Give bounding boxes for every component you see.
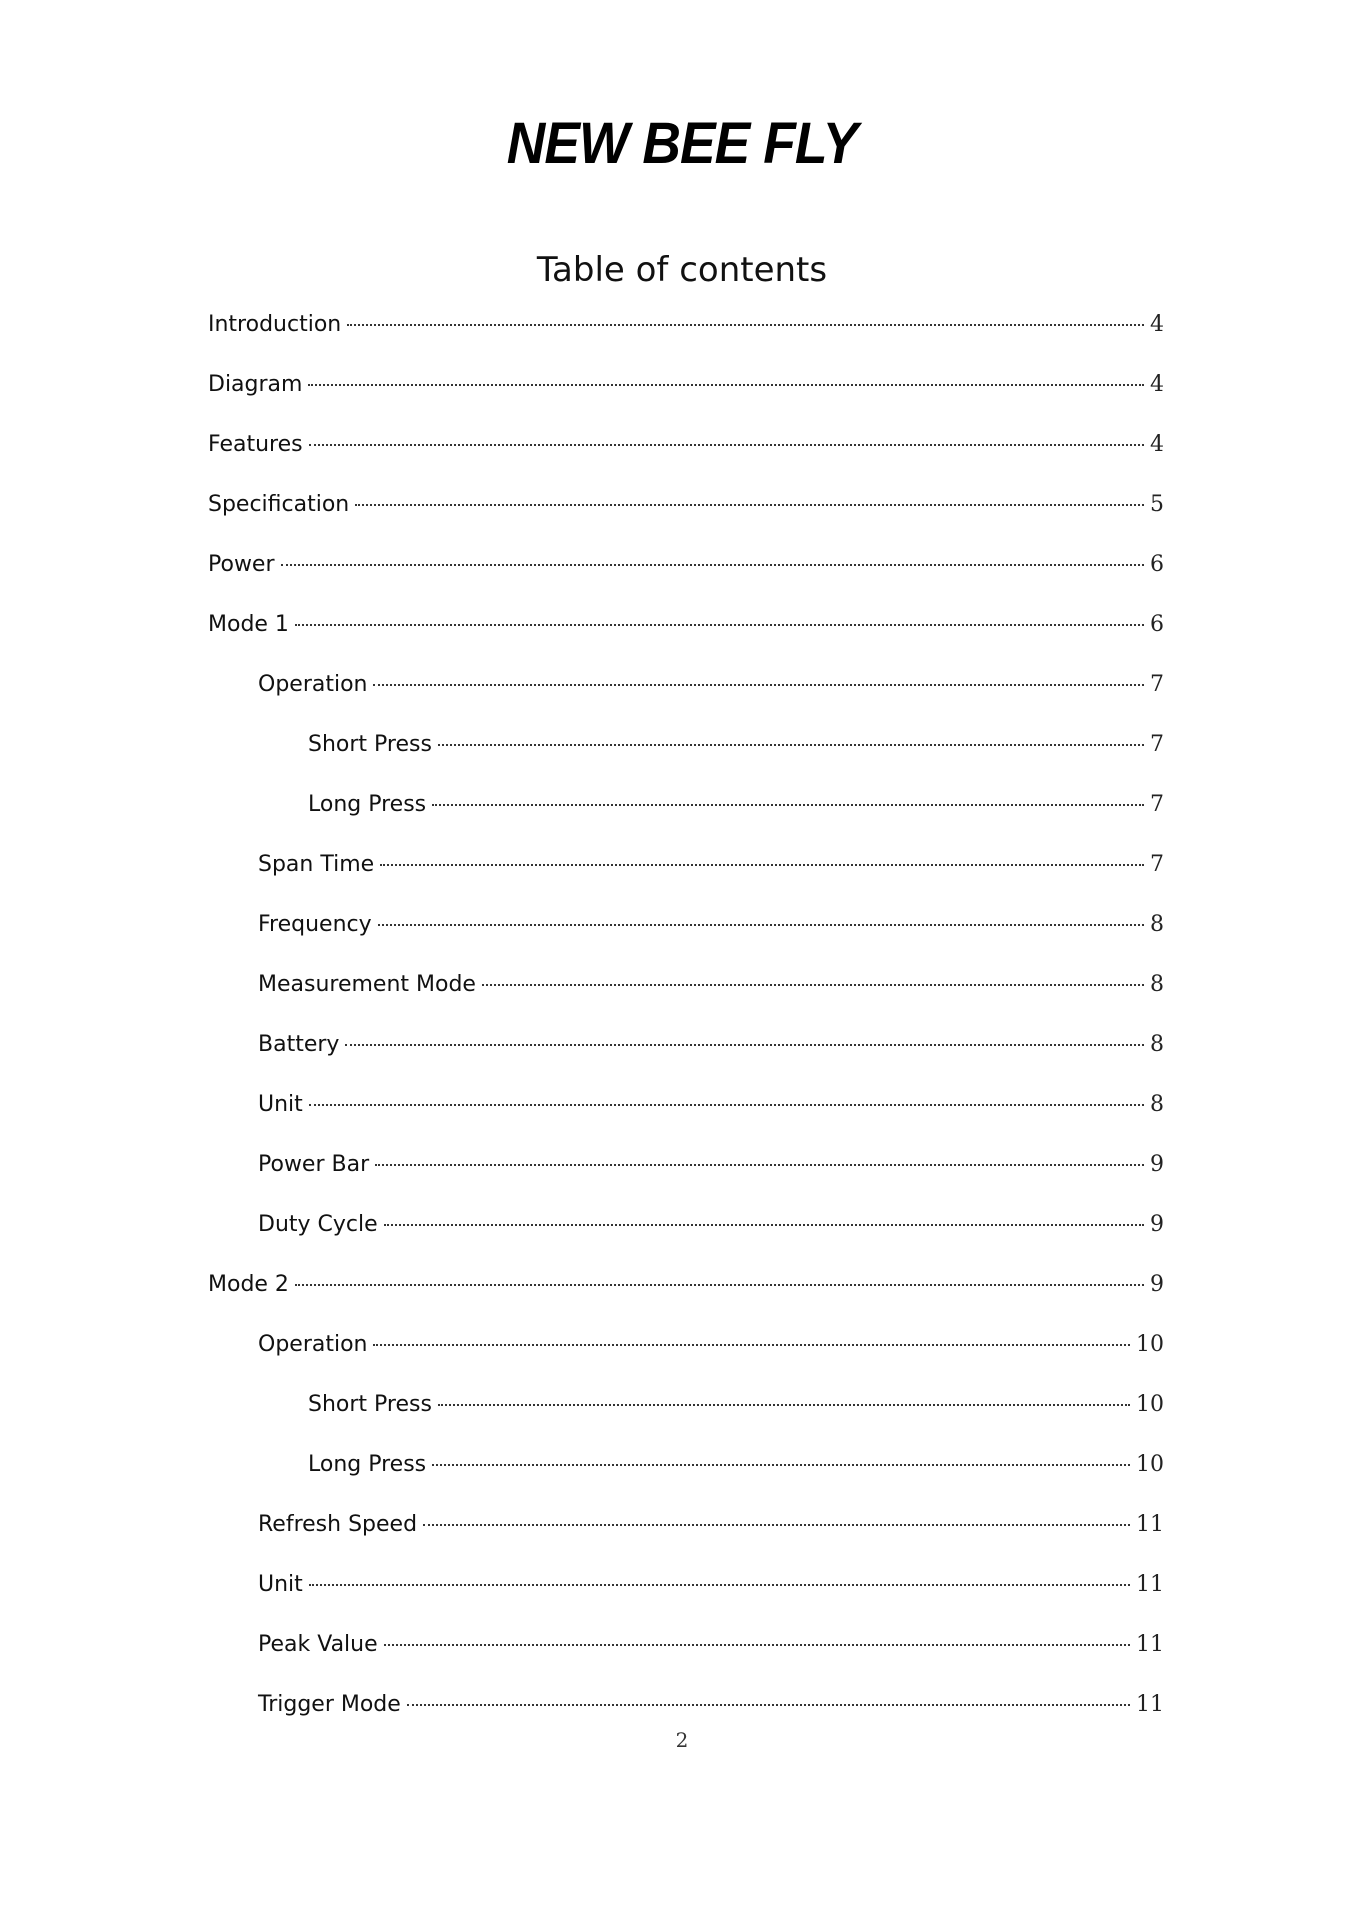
- brand-logo: NEW BEE FLY: [506, 111, 858, 176]
- toc-entry-page: 8: [1150, 1032, 1164, 1057]
- toc-entry-page: 6: [1150, 612, 1164, 637]
- toc-entry-operation[interactable]: [258, 672, 1164, 702]
- toc-entry-page: 8: [1150, 912, 1164, 937]
- toc-entry-label: Operation: [258, 672, 368, 697]
- toc-entry-label: Unit: [258, 1572, 303, 1597]
- dot-leader: [345, 1044, 1144, 1046]
- dot-leader: [438, 1404, 1130, 1406]
- toc-entry-page: 6: [1150, 552, 1164, 577]
- toc-entry-page: 11: [1136, 1572, 1164, 1597]
- toc-entry-page: 10: [1136, 1452, 1164, 1477]
- dot-leader: [438, 744, 1144, 746]
- toc-entry-battery[interactable]: [258, 1032, 1164, 1062]
- toc-entry-label: Features: [208, 432, 303, 457]
- toc-entry-label: Battery: [258, 1032, 340, 1057]
- toc-entry-page: 9: [1150, 1152, 1164, 1177]
- dot-leader: [373, 684, 1144, 686]
- toc-entry-page: 8: [1150, 1092, 1164, 1117]
- toc-entry-frequency[interactable]: [258, 912, 1164, 942]
- dot-leader: [308, 384, 1144, 386]
- toc-entry-duty-cycle[interactable]: [258, 1212, 1164, 1242]
- toc-entry-page: 7: [1150, 672, 1164, 697]
- dot-leader: [482, 984, 1144, 986]
- toc-entry-page: 9: [1150, 1212, 1164, 1237]
- toc-entry-label: Long Press: [308, 792, 427, 817]
- toc-entry-label: Diagram: [208, 372, 303, 397]
- toc-entry-page: 7: [1150, 792, 1164, 817]
- toc-entry-page: 9: [1150, 1272, 1164, 1297]
- toc-entry-features[interactable]: [208, 432, 1164, 462]
- toc-title: Table of contents: [536, 250, 828, 290]
- toc-entry-label: Refresh Speed: [258, 1512, 418, 1537]
- toc-entry-label: Short Press: [308, 1392, 432, 1417]
- toc-entry-span-time[interactable]: [258, 852, 1164, 882]
- toc-entry-short-press[interactable]: [308, 732, 1164, 762]
- dot-leader: [347, 324, 1144, 326]
- toc-entry-diagram[interactable]: [208, 372, 1164, 402]
- toc-entry-page: 11: [1136, 1632, 1164, 1657]
- toc-entry-label: Mode 1: [208, 612, 289, 637]
- dot-leader: [309, 1104, 1144, 1106]
- dot-leader: [432, 804, 1144, 806]
- dot-leader: [432, 1464, 1130, 1466]
- dot-leader: [384, 1644, 1130, 1646]
- toc-entry-page: 4: [1150, 432, 1164, 457]
- toc-entry-mode-1[interactable]: [208, 612, 1164, 642]
- page-number: 2: [675, 1728, 689, 1752]
- dot-leader: [378, 924, 1144, 926]
- toc-entry-unit[interactable]: [258, 1572, 1164, 1602]
- dot-leader: [375, 1164, 1144, 1166]
- toc-entry-label: Frequency: [258, 912, 372, 937]
- toc-entry-page: 5: [1150, 492, 1164, 517]
- toc-entry-label: Measurement Mode: [258, 972, 476, 997]
- dot-leader: [355, 504, 1144, 506]
- dot-leader: [423, 1524, 1130, 1526]
- toc-entry-page: 10: [1136, 1392, 1164, 1417]
- toc-entry-specification[interactable]: [208, 492, 1164, 522]
- dot-leader: [309, 1584, 1130, 1586]
- toc-entry-label: Duty Cycle: [258, 1212, 378, 1237]
- toc-entry-long-press[interactable]: [308, 1452, 1164, 1482]
- dot-leader: [281, 564, 1144, 566]
- toc-entry-introduction[interactable]: [208, 312, 1164, 342]
- toc-entry-page: 8: [1150, 972, 1164, 997]
- dot-leader: [373, 1344, 1130, 1346]
- dot-leader: [407, 1704, 1130, 1706]
- toc-entry-label: Peak Value: [258, 1632, 378, 1657]
- toc-entry-measurement-mode[interactable]: [258, 972, 1164, 1002]
- toc-entry-label: Mode 2: [208, 1272, 289, 1297]
- toc-entry-page: 4: [1150, 312, 1164, 337]
- toc-entry-page: 11: [1136, 1692, 1164, 1717]
- toc-entry-label: Short Press: [308, 732, 432, 757]
- toc-entry-label: Power Bar: [258, 1152, 370, 1177]
- toc-entry-long-press[interactable]: [308, 792, 1164, 822]
- toc-entry-unit[interactable]: [258, 1092, 1164, 1122]
- toc-entry-label: Introduction: [208, 312, 342, 337]
- toc-entry-label: Span Time: [258, 852, 375, 877]
- dot-leader: [295, 1284, 1144, 1286]
- toc-entry-operation[interactable]: [258, 1332, 1164, 1362]
- toc-entry-page: 7: [1150, 852, 1164, 877]
- toc-entry-short-press[interactable]: [308, 1392, 1164, 1422]
- toc-entry-page: 11: [1136, 1512, 1164, 1537]
- toc-entry-label: Long Press: [308, 1452, 427, 1477]
- dot-leader: [380, 864, 1144, 866]
- toc-entry-label: Specification: [208, 492, 350, 517]
- toc-entry-label: Trigger Mode: [258, 1692, 401, 1717]
- toc-entry-page: 7: [1150, 732, 1164, 757]
- toc-entry-refresh-speed[interactable]: [258, 1512, 1164, 1542]
- toc-entry-trigger-mode[interactable]: [258, 1692, 1164, 1722]
- toc-entry-label: Operation: [258, 1332, 368, 1357]
- toc-entry-page: 10: [1136, 1332, 1164, 1357]
- dot-leader: [309, 444, 1144, 446]
- toc-entry-peak-value[interactable]: [258, 1632, 1164, 1662]
- toc-entry-page: 4: [1150, 372, 1164, 397]
- toc-entry-power[interactable]: [208, 552, 1164, 582]
- toc-entry-mode-2[interactable]: [208, 1272, 1164, 1302]
- dot-leader: [295, 624, 1144, 626]
- toc-entry-label: Power: [208, 552, 275, 577]
- toc-entry-power-bar[interactable]: [258, 1152, 1164, 1182]
- toc-entry-label: Unit: [258, 1092, 303, 1117]
- dot-leader: [384, 1224, 1144, 1226]
